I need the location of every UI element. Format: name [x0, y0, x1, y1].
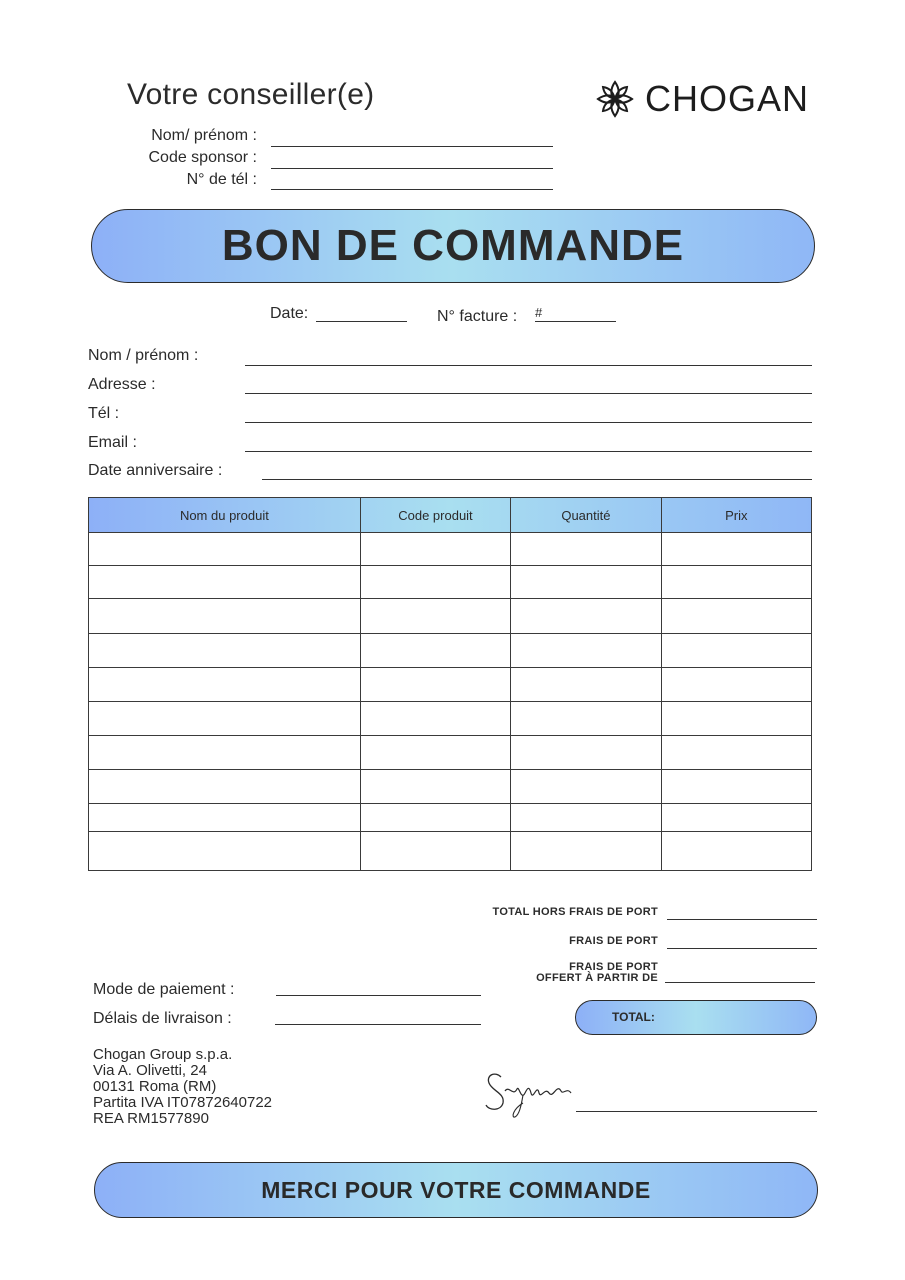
client-address-label: Adresse : [88, 376, 156, 393]
signature-script-mark [483, 1063, 583, 1121]
invoice-number-label: N° facture : [437, 308, 518, 325]
table-row [89, 702, 812, 736]
chogan-logo [595, 78, 809, 120]
cell-price[interactable] [661, 770, 811, 804]
cell-quantity[interactable] [511, 702, 661, 736]
cell-product-code[interactable] [360, 599, 510, 634]
invoice-prefix: # [535, 305, 543, 320]
cell-price[interactable] [661, 804, 811, 832]
company-vat: Partita IVA IT07872640722 [93, 1094, 273, 1111]
company-street: Via A. Olivetti, 24 [93, 1062, 207, 1079]
table-row [89, 736, 812, 770]
brand-name: CHOGAN [645, 78, 810, 119]
cell-product-name[interactable] [89, 599, 361, 634]
cell-product-code[interactable] [360, 702, 510, 736]
cell-product-name[interactable] [89, 736, 361, 770]
cell-price[interactable] [661, 668, 811, 702]
cell-quantity[interactable] [511, 804, 661, 832]
header-product-code: Code produit [360, 498, 510, 533]
cell-quantity[interactable] [511, 533, 661, 566]
delivery-delay-field[interactable] [275, 1024, 481, 1025]
cell-product-name[interactable] [89, 804, 361, 832]
table-row [89, 770, 812, 804]
table-row [89, 634, 812, 668]
total-label: TOTAL: [612, 1010, 655, 1024]
free-shipping-line2: OFFERT À PARTIR DE [536, 972, 658, 984]
footer-banner [94, 1162, 818, 1218]
table-row [89, 566, 812, 599]
advisor-name-label: Nom/ prénom : [151, 127, 257, 144]
cell-quantity[interactable] [511, 832, 661, 871]
advisor-sponsor-field[interactable] [271, 168, 553, 169]
table-row [89, 668, 812, 702]
cell-quantity[interactable] [511, 736, 661, 770]
client-birthday-field[interactable] [262, 479, 812, 480]
table-row [89, 832, 812, 871]
cell-product-name[interactable] [89, 770, 361, 804]
cell-product-name[interactable] [89, 702, 361, 736]
cell-product-code[interactable] [360, 533, 510, 566]
cell-price[interactable] [661, 702, 811, 736]
table-row [89, 533, 812, 566]
advisor-name-field[interactable] [271, 146, 553, 147]
cell-price[interactable] [661, 566, 811, 599]
signature-field[interactable] [576, 1111, 817, 1112]
free-shipping-line1: FRAIS DE PORT [569, 961, 658, 973]
client-name-field[interactable] [245, 365, 812, 366]
cell-quantity[interactable] [511, 770, 661, 804]
cell-quantity[interactable] [511, 668, 661, 702]
footer-text: MERCI POUR VOTRE COMMANDE [261, 1176, 651, 1203]
payment-mode-field[interactable] [276, 995, 481, 996]
cell-quantity[interactable] [511, 599, 661, 634]
invoice-number-field[interactable] [535, 321, 616, 322]
client-name-label: Nom / prénom : [88, 347, 199, 364]
client-birthday-label: Date anniversaire : [88, 462, 223, 479]
header-quantity: Quantité [511, 498, 661, 533]
company-rea: REA RM1577890 [93, 1110, 209, 1127]
advisor-title: Votre conseiller(e) [127, 78, 375, 111]
lotus-flower-icon [595, 79, 635, 119]
header-price: Prix [661, 498, 811, 533]
advisor-phone-field[interactable] [271, 189, 553, 190]
company-city: 00131 Roma (RM) [93, 1078, 217, 1095]
products-table [88, 497, 812, 871]
table-row [89, 599, 812, 634]
cell-product-name[interactable] [89, 634, 361, 668]
cell-product-name[interactable] [89, 668, 361, 702]
cell-price[interactable] [661, 736, 811, 770]
client-email-label: Email : [88, 434, 137, 451]
cell-product-code[interactable] [360, 566, 510, 599]
advisor-sponsor-label: Code sponsor : [148, 149, 257, 166]
company-info [93, 1047, 272, 1127]
cell-product-name[interactable] [89, 832, 361, 871]
client-email-field[interactable] [245, 451, 812, 452]
client-address-field[interactable] [245, 393, 812, 394]
cell-product-code[interactable] [360, 668, 510, 702]
client-phone-field[interactable] [245, 422, 812, 423]
cell-product-code[interactable] [360, 770, 510, 804]
title-banner [91, 209, 815, 283]
company-name: Chogan Group s.p.a. [93, 1046, 233, 1063]
cell-price[interactable] [661, 599, 811, 634]
cell-quantity[interactable] [511, 634, 661, 668]
table-row [89, 804, 812, 832]
date-field[interactable] [316, 321, 407, 322]
shipping-label: FRAIS DE PORT [569, 935, 658, 947]
cell-product-code[interactable] [360, 736, 510, 770]
free-shipping-label [420, 962, 658, 984]
cell-product-name[interactable] [89, 566, 361, 599]
shipping-field[interactable] [667, 948, 817, 949]
cell-price[interactable] [661, 533, 811, 566]
advisor-phone-label: N° de tél : [186, 171, 257, 188]
cell-quantity[interactable] [511, 566, 661, 599]
subtotal-label: TOTAL HORS FRAIS DE PORT [492, 906, 658, 918]
payment-mode-label: Mode de paiement : [93, 981, 235, 998]
cell-price[interactable] [661, 832, 811, 871]
delivery-delay-label: Délais de livraison : [93, 1010, 232, 1027]
table-header-row [89, 498, 812, 533]
cell-product-code[interactable] [360, 634, 510, 668]
cell-product-code[interactable] [360, 832, 510, 871]
cell-product-name[interactable] [89, 533, 361, 566]
page-title: BON DE COMMANDE [221, 221, 685, 270]
free-shipping-field[interactable] [665, 982, 815, 983]
cell-price[interactable] [661, 634, 811, 668]
cell-product-code[interactable] [360, 804, 510, 832]
client-phone-label: Tél : [88, 405, 120, 422]
subtotal-field[interactable] [667, 919, 817, 920]
date-label: Date: [270, 305, 309, 322]
header-product-name: Nom du produit [89, 498, 361, 533]
